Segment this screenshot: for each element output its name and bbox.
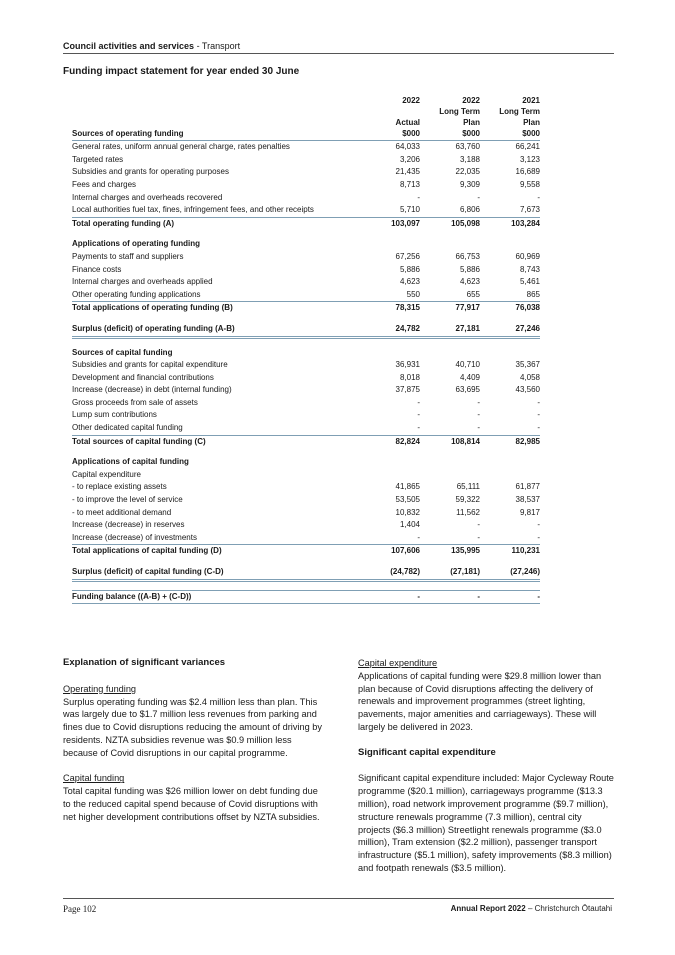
row-label: Other operating funding applications (72, 289, 201, 299)
header-subsection: Transport (201, 41, 241, 51)
table-row (72, 289, 540, 302)
row-label: Finance costs (72, 264, 122, 274)
row-label: Surplus (deficit) of capital funding (C-D) (72, 566, 360, 580)
table-row (72, 372, 540, 385)
value-cell-col3: 110,231 (480, 545, 540, 558)
row-label: Internal charges and overheads applied (72, 277, 213, 287)
value-cell-col1: - (417, 532, 420, 542)
spacer-row (72, 315, 540, 323)
table-row (72, 494, 540, 507)
value-cell-col2: 59,322 (455, 495, 480, 505)
value-cell-col2: 5,886 (459, 264, 480, 274)
row-label: - to replace existing assets (72, 482, 167, 492)
value-cell-col1: 78,315 (360, 302, 420, 315)
row-label: Internal charges and overheads recovered (72, 192, 223, 202)
value-cell-col3: 16,689 (515, 167, 540, 177)
capital-expenditure-heading: Capital expenditure (358, 658, 438, 668)
value-cell-col2: 40,710 (455, 360, 480, 370)
header-section: Council activities and services (63, 41, 195, 51)
page-header: Council activities and services - Transport (63, 41, 241, 51)
table-row (72, 481, 540, 494)
value-cell-col1: 103,097 (360, 217, 420, 230)
table-row (72, 154, 540, 167)
value-cell-col2: 63,695 (455, 385, 480, 395)
units-row (72, 128, 540, 141)
table-row (72, 238, 540, 251)
value-cell-col1: 5,710 (399, 205, 420, 215)
value-cell-col1: - (417, 423, 420, 433)
value-cell-col3: 9,817 (519, 507, 540, 517)
value-cell-col3: 76,038 (480, 302, 540, 315)
value-cell-col3: 103,284 (480, 217, 540, 230)
row-label: Lump sum contributions (72, 410, 157, 420)
value-cell-col3: - (537, 410, 540, 420)
table-row (72, 545, 540, 558)
value-cell-col2 (420, 456, 480, 469)
value-cell-col1: - (417, 410, 420, 420)
value-cell-col1: - (417, 192, 420, 202)
operating-funding-heading: Operating funding (63, 683, 137, 694)
table-row (72, 590, 540, 604)
value-cell-col3: 35,367 (515, 360, 540, 370)
value-cell-col3: - (537, 423, 540, 433)
value-cell-col1: 21,435 (395, 167, 420, 177)
value-cell-col3: 43,560 (515, 385, 540, 395)
value-cell-col1: 67,256 (395, 251, 420, 261)
value-cell-col2: 63,760 (455, 142, 480, 152)
row-label: Increase (decrease) in reserves (72, 520, 185, 530)
value-cell-col3: 27,246 (480, 323, 540, 337)
row-label: Subsidies and grants for operating purposes (72, 167, 229, 177)
value-cell-col3: 8,743 (519, 264, 540, 274)
row-label: Fees and charges (72, 179, 137, 189)
value-cell-col3: - (537, 397, 540, 407)
table-row (72, 276, 540, 289)
value-cell-col2: - (477, 410, 480, 420)
value-cell-col3 (480, 347, 540, 360)
table-row (72, 422, 540, 435)
row-label: Total operating funding (A) (72, 217, 360, 230)
value-cell-col3: 60,969 (515, 251, 540, 261)
table-row (72, 435, 540, 448)
significant-capex-heading: Significant capital expenditure (358, 746, 496, 758)
row-label: Sources of capital funding (72, 347, 173, 357)
value-cell-col3: 38,537 (515, 495, 540, 505)
col2-label: Long Term Plan (439, 106, 480, 127)
value-cell-col1: 37,875 (395, 385, 420, 395)
value-cell-col1: (24,782) (360, 566, 420, 580)
variance-explanations (63, 657, 325, 836)
value-cell-col1: 3,206 (399, 154, 420, 164)
table-row (72, 179, 540, 192)
spacer-row (72, 580, 540, 590)
row-label: Surplus (deficit) of operating funding (A-B) (72, 323, 360, 337)
table-row (72, 323, 540, 337)
row-label: Targeted rates (72, 154, 124, 164)
value-cell-col1: 36,931 (395, 360, 420, 370)
row-label: Increase (decrease) in debt (internal funding) (72, 385, 232, 395)
table-row (72, 251, 540, 264)
col1-label: Actual (395, 117, 420, 127)
value-cell-col1: 5,886 (399, 264, 420, 274)
table-row (72, 566, 540, 580)
value-cell-col2: 105,098 (420, 217, 480, 230)
table-row (72, 359, 540, 372)
row-label: Applications of operating funding (72, 239, 200, 249)
footer-rule (63, 898, 614, 899)
value-cell-col3: - (480, 590, 540, 604)
spacer-row (72, 230, 540, 238)
value-cell-col2: 22,035 (455, 167, 480, 177)
table-row (72, 519, 540, 532)
column-year-row (72, 93, 540, 106)
capital-expenditure-text: Applications of capital funding were $29.8 million lower than plan because of Covid disruptions affecting the delivery of renewals and improvement programmes (street lighting, pavements, major amenities and carriageways). These will largely be delivered in 2023. (358, 670, 602, 732)
row-label: Total applications of operating funding (B) (72, 302, 360, 315)
capital-funding-heading: Capital funding (63, 773, 125, 784)
unit-cell: $000 (360, 128, 420, 141)
table-row (72, 141, 540, 154)
value-cell-col2 (420, 238, 480, 251)
value-cell-col1: 8,713 (399, 179, 420, 189)
significant-capex-text: Significant capital expenditure included: Major Cycleway Route programme ($20.1 million), carriageways programme ($13.3 million), road network improvement programme ($9.7 million), structure renewals programme (7.3 million), central city projects ($6.3 million) Streetlight renewals programme ($3.0 million), Tram extension ($2.2 million), passenger transport infrastructure ($5.1 million), safety improvements ($8.3 million) and footpath renewals ($3.5 million). (358, 773, 614, 873)
value-cell-col1: 82,824 (360, 435, 420, 448)
value-cell-col1 (360, 347, 420, 360)
row-label: Gross proceeds from sale of assets (72, 397, 198, 407)
col2-year: 2022 (462, 95, 480, 105)
value-cell-col2: - (477, 520, 480, 530)
capital-expenditure-notes (358, 657, 614, 888)
column-label-row (72, 106, 540, 128)
table-row (72, 166, 540, 179)
value-cell-col1: 10,832 (395, 507, 420, 517)
value-cell-col3: - (537, 532, 540, 542)
value-cell-col3 (480, 456, 540, 469)
value-cell-col2: (27,181) (420, 566, 480, 580)
value-cell-col2: - (477, 423, 480, 433)
header-rule (63, 53, 614, 54)
section-label: Sources of operating funding (72, 128, 360, 141)
spacer-row (72, 337, 540, 347)
value-cell-col2 (420, 347, 480, 360)
value-cell-col1: 107,606 (360, 545, 420, 558)
value-cell-col3: 7,673 (519, 205, 540, 215)
page-number: Page 102 (63, 904, 97, 914)
page-title: Funding impact statement for year ended 30 June (63, 66, 300, 77)
value-cell-col2: 4,409 (459, 372, 480, 382)
table-row (72, 384, 540, 397)
value-cell-col1: 64,033 (395, 142, 420, 152)
value-cell-col1 (360, 469, 420, 482)
table-row (72, 347, 540, 360)
variance-heading: Explanation of significant variances (63, 657, 226, 668)
value-cell-col2: 655 (466, 289, 480, 299)
value-cell-col2: 27,181 (420, 323, 480, 337)
value-cell-col1: 8,018 (399, 372, 420, 382)
table-row (72, 397, 540, 410)
table-row (72, 507, 540, 520)
value-cell-col2: 3,188 (459, 154, 480, 164)
row-label: Development and financial contributions (72, 372, 214, 382)
unit-cell: $000 (480, 128, 540, 141)
value-cell-col2: - (420, 590, 480, 604)
row-label: - to improve the level of service (72, 495, 183, 505)
value-cell-col1: 1,404 (399, 520, 420, 530)
table-row (72, 217, 540, 230)
value-cell-col1: 53,505 (395, 495, 420, 505)
value-cell-col2 (420, 469, 480, 482)
table-row (72, 456, 540, 469)
row-label: Funding balance ((A-B) + (C-D)) (72, 590, 360, 604)
footer-org: Christchurch Ōtautahi (534, 904, 612, 913)
spacer-row (72, 558, 540, 566)
footer-report: Annual Report 2022 – Christchurch Ōtautahi (450, 904, 612, 913)
table-row (72, 204, 540, 217)
col3-year: 2021 (522, 95, 540, 105)
value-cell-col3: 3,123 (519, 154, 540, 164)
value-cell-col3: 9,558 (519, 179, 540, 189)
row-label: Other dedicated capital funding (72, 423, 183, 433)
row-label: Local authorities fuel tax, fines, infringement fees, and other receipts (72, 205, 314, 215)
row-label: Total applications of capital funding (D) (72, 545, 360, 558)
value-cell-col3: 66,241 (515, 142, 540, 152)
value-cell-col2: - (477, 532, 480, 542)
col1-year: 2022 (402, 95, 420, 105)
table-row (72, 192, 540, 205)
row-label: Total sources of capital funding (C) (72, 435, 360, 448)
row-label: Payments to staff and suppliers (72, 251, 184, 261)
table-row (72, 532, 540, 545)
value-cell-col3: 82,985 (480, 435, 540, 448)
row-label: Applications of capital funding (72, 457, 189, 467)
value-cell-col1: - (360, 590, 420, 604)
row-label: Increase (decrease) of investments (72, 532, 197, 542)
value-cell-col2: 9,309 (459, 179, 480, 189)
table-row (72, 409, 540, 422)
spacer-row (72, 448, 540, 456)
value-cell-col3: 61,877 (515, 482, 540, 492)
value-cell-col2: 108,814 (420, 435, 480, 448)
value-cell-col1 (360, 456, 420, 469)
capital-funding-text: Total capital funding was $26 million lower on debt funding due to the reduced capital spend because of Covid disruptions with net higher development contributions offset by NZTA subsidies. (63, 786, 320, 822)
row-label: Subsidies and grants for capital expenditure (72, 360, 228, 370)
row-label: General rates, uniform annual general charge, rates penalties (72, 142, 290, 152)
table-row (72, 302, 540, 315)
value-cell-col1: 41,865 (395, 482, 420, 492)
value-cell-col3: 4,058 (519, 372, 540, 382)
footer-report-title: Annual Report 2022 (450, 904, 526, 913)
value-cell-col2: - (477, 397, 480, 407)
table-row (72, 264, 540, 277)
value-cell-col1: 24,782 (360, 323, 420, 337)
value-cell-col1 (360, 238, 420, 251)
value-cell-col3: 865 (526, 289, 540, 299)
value-cell-col3: - (537, 520, 540, 530)
value-cell-col3 (480, 469, 540, 482)
table-row (72, 469, 540, 482)
value-cell-col2: 65,111 (456, 482, 480, 492)
col3-label: Long Term Plan (499, 106, 540, 127)
value-cell-col2: - (477, 192, 480, 202)
value-cell-col3: - (537, 192, 540, 202)
value-cell-col1: 550 (406, 289, 420, 299)
unit-cell: $000 (420, 128, 480, 141)
value-cell-col3 (480, 238, 540, 251)
row-label: Capital expenditure (72, 469, 141, 479)
value-cell-col1: - (417, 397, 420, 407)
value-cell-col2: 77,917 (420, 302, 480, 315)
value-cell-col1: 4,623 (399, 277, 420, 287)
operating-funding-text: Surplus operating funding was $2.4 million less than plan. This was largely due to $1.7 million less revenues from parking and fines due to Covid disruptions reducing the amount of driving by residents. NZTA subsidies revenue was $0.9 million less because of Covid disruptions in our capital programme. (63, 696, 322, 758)
value-cell-col2: 11,562 (456, 507, 480, 517)
value-cell-col2: 6,806 (459, 205, 480, 215)
value-cell-col2: 4,623 (459, 277, 480, 287)
row-label: - to meet additional demand (72, 507, 172, 517)
funding-impact-table (72, 93, 540, 604)
value-cell-col3: 5,461 (519, 277, 540, 287)
value-cell-col3: (27,246) (480, 566, 540, 580)
value-cell-col2: 66,753 (455, 251, 480, 261)
value-cell-col2: 135,995 (420, 545, 480, 558)
